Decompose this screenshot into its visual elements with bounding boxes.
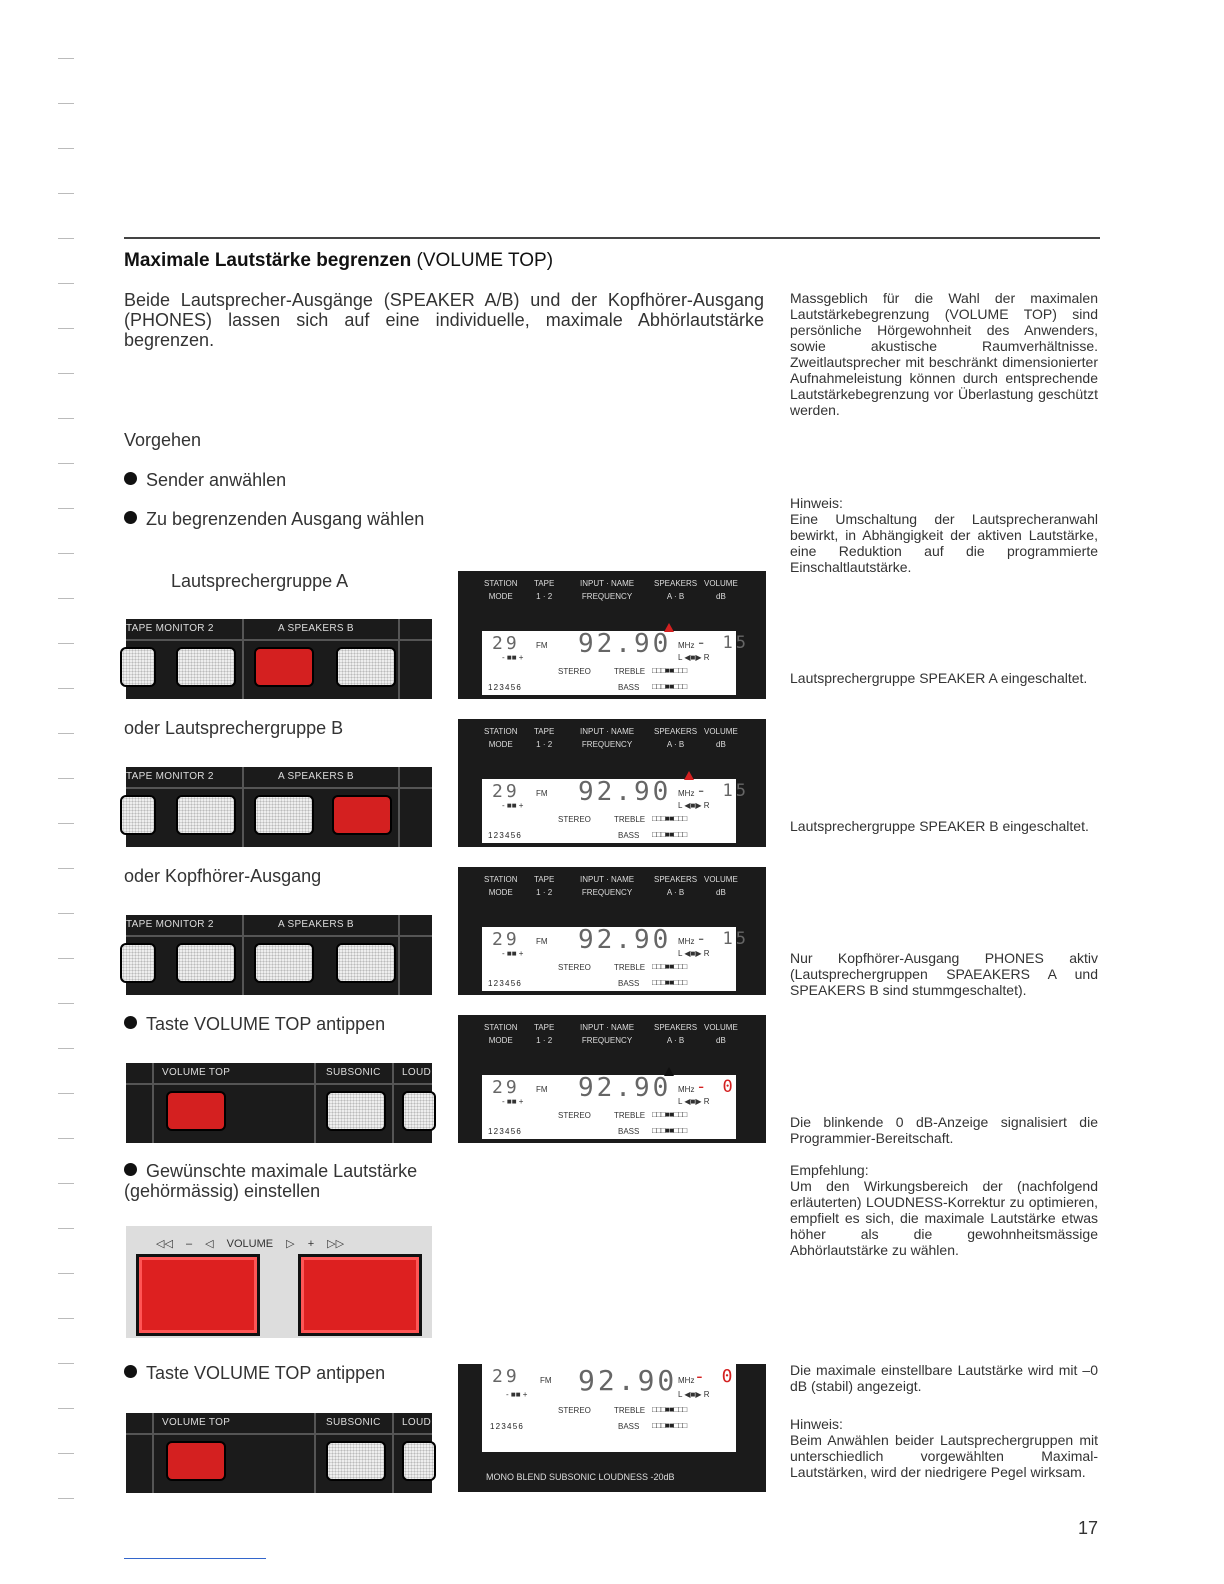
mhz-label: MHz [678,1085,695,1094]
tape-header: TAPE 1 · 2 [534,727,555,749]
lr-indicator: L ◀■▶ R [678,801,710,810]
tape-monitor-button[interactable] [176,647,236,687]
bass-label: BASS [618,831,640,840]
margin-tick [58,103,74,104]
treble-bar: □□□■■□□□ [652,1110,687,1119]
note-blink: Die blinkende 0 dB-Anzeige signalisiert die Programmier-Bereitschaft. [790,1114,1098,1146]
band-label: FM [536,641,548,650]
margin-tick [58,58,74,59]
margin-tick [58,1363,74,1364]
volume-top-panel-2 [126,1413,432,1493]
margin-tick [58,463,74,464]
display-1 [458,571,766,699]
balance-indicator: - ■■ + [506,1390,528,1399]
preset-number: 29 [492,781,520,802]
speaker-b-button[interactable] [336,943,396,983]
treble-bar: □□□■■□□□ [652,962,687,971]
note-phones: Nur Kopfhörer-Ausgang PHONES aktiv (Lautsprechergruppen SPAEAKERS A und SPEAKERS B sind stummgeschaltet). [790,950,1098,998]
tape-header: TAPE 1 · 2 [534,1023,555,1045]
treble-bar: □□□■■□□□ [652,814,687,823]
speaker-a-button[interactable] [254,943,314,983]
subsonic-button[interactable] [326,1091,386,1131]
lr-indicator: L ◀■▶ R [678,1390,710,1399]
speakers-header: SPEAKERS A · B [654,875,698,897]
margin-tick [58,418,74,419]
note-max-shown: Die maximale einstellbare Lautstärke wird mit –0 dB (stabil) angezeigt. [790,1362,1098,1394]
speaker-indicator-icon [664,1067,674,1076]
balance-indicator: - ■■ + [502,653,524,662]
input-header: INPUT · NAME FREQUENCY [580,579,635,601]
margin-tick [58,1093,74,1094]
subsonic-label: SUBSONIC [326,1067,381,1078]
speakers-label: A SPEAKERS B [278,919,354,930]
volume-top-button[interactable] [166,1441,226,1481]
tape-header: TAPE 1 · 2 [534,875,555,897]
step-select-output: Zu begrenzenden Ausgang wählen [124,509,444,529]
tape-monitor-button[interactable] [176,943,236,983]
margin-tick [58,958,74,959]
mhz-label: MHz [678,789,695,798]
input-header: INPUT · NAME FREQUENCY [580,727,635,749]
margin-tick [58,1048,74,1049]
preset-number: 29 [492,929,520,950]
volume-top-label: VOLUME TOP [162,1417,231,1428]
volume-header: VOLUME dB [704,727,738,749]
loudness-button[interactable] [402,1091,436,1131]
station-mode-header: STATION MODE [484,875,518,897]
bullet-icon [124,472,137,485]
speakers-label: A SPEAKERS B [278,623,354,634]
band-label: FM [536,1085,548,1094]
margin-tick [58,1273,74,1274]
balance-indicator: - ■■ + [502,949,524,958]
treble-bar: □□□■■□□□ [652,666,687,675]
volume-down-button[interactable] [136,1254,260,1336]
stereo-label: STEREO [558,1406,591,1415]
margin-tick [58,1228,74,1229]
band-label: FM [536,937,548,946]
margin-tick [58,193,74,194]
speakers-label: A SPEAKERS B [278,771,354,782]
station-mode-header: STATION MODE [484,1023,518,1045]
display-final [458,1364,766,1492]
note-speaker-a: Lautsprechergruppe SPEAKER A eingeschaltet. [790,670,1088,686]
station-bar: 1 2 3 4 5 6 [490,1422,523,1431]
step-select-station: Sender anwählen [124,470,286,491]
margin-tick [58,823,74,824]
speakers-header: SPEAKERS A · B [654,579,698,601]
balance-indicator: - ■■ + [502,801,524,810]
margin-tick [58,733,74,734]
volume-top-button[interactable] [166,1091,226,1131]
procedure-heading: Vorgehen [124,430,202,450]
volume-header: VOLUME dB [704,1023,738,1045]
speaker-a-button[interactable] [254,647,314,687]
frequency-readout: 92.90 [578,777,672,807]
speaker-a-button[interactable] [254,795,314,835]
bass-bar: □□□■■□□□ [652,1126,687,1135]
note-volume-top: Massgeblich für die Wahl der maximalen Lautstärkebegrenzung (VOLUME TOP) sind persönliche Hörgewohnheit des Anwenders, sowie akustische Raumverhältnisse. Zweitlautsprecher mit beschränkt dimensionierter Aufnahmeleistung können durch entsprechende Lautstärkebegrenzung vor Überlastung geschützt werden. [790,290,1098,418]
margin-tick [58,778,74,779]
margin-tick [58,598,74,599]
stereo-label: STEREO [558,667,591,676]
loudness-button[interactable] [402,1441,436,1481]
margin-tick [58,643,74,644]
stereo-label: STEREO [558,1111,591,1120]
margin-tick [58,1138,74,1139]
band-label: FM [536,789,548,798]
bass-label: BASS [618,1422,640,1431]
station-bar: 1 2 3 4 5 6 [488,1127,521,1136]
volume-header: VOLUME dB [704,579,738,601]
treble-label: TREBLE [614,815,646,824]
speaker-indicator-icon [664,623,674,632]
station-bar: 1 2 3 4 5 6 [488,979,521,988]
bullet-icon [124,511,137,524]
bass-label: BASS [618,979,640,988]
margin-tick [58,283,74,284]
loudness-label: LOUD [402,1417,431,1428]
tape-header: TAPE 1 · 2 [534,579,555,601]
tape-monitor-label: TAPE MONITOR 2 [126,771,214,782]
tape-button[interactable] [120,943,156,983]
mhz-label: MHz [678,1376,695,1385]
margin-tick [58,508,74,509]
volume-readout: - 0 [696,1077,736,1097]
speaker-b-button[interactable] [332,795,392,835]
group-a-label: Lautsprechergruppe A [171,571,349,591]
bass-label: BASS [618,683,640,692]
bass-bar: □□□■■□□□ [652,978,687,987]
volume-readout: - 15 [696,781,749,801]
margin-tick [58,1318,74,1319]
margin-tick [58,373,74,374]
station-mode-header: STATION MODE [484,579,518,601]
hint-2: Hinweis: Beim Anwählen beider Lautsprechergruppen mit unterschiedlich vorgewählten Maximal-Lautstärken, wird der niedrigere Pegel wirksam. [790,1416,1098,1480]
volume-up-button[interactable] [298,1254,422,1336]
input-header: INPUT · NAME FREQUENCY [580,875,635,897]
volume-readout: - 0 [694,1366,736,1387]
volume-readout: - 15 [696,929,749,949]
recommendation: Empfehlung: Um den Wirkungsbereich der (nachfolgend erläuterten) LOUDNESS-Korrektur zu optimieren, empfielt es sich, die maximale Lautstärke etwas höher als die gewohnheitsmässige Abhörlautstärke zu wählen. [790,1162,1098,1258]
band-label: FM [540,1376,552,1385]
display-4 [458,1015,766,1143]
margin-tick [58,328,74,329]
volume-row-label: ◁◁ – ◁ VOLUME ▷ + ▷▷ [156,1238,345,1250]
treble-label: TREBLE [614,1406,646,1415]
volume-top-label: VOLUME TOP [162,1067,231,1078]
frequency-readout: 92.90 [578,629,672,659]
margin-tick [58,1003,74,1004]
station-mode-header: STATION MODE [484,727,518,749]
speakers-header: SPEAKERS A · B [654,1023,698,1045]
preset-number: 29 [492,1366,520,1387]
stereo-label: STEREO [558,815,591,824]
bass-label: BASS [618,1127,640,1136]
preset-number: 29 [492,633,520,654]
subsonic-button[interactable] [326,1441,386,1481]
margin-tick [58,688,74,689]
margin-tick [58,868,74,869]
lr-indicator: L ◀■▶ R [678,653,710,662]
speaker-indicator-icon [684,771,694,780]
page-number: 17 [1078,1518,1099,1538]
preset-number: 29 [492,1077,520,1098]
margin-tick [58,1408,74,1409]
tape-button[interactable] [120,647,156,687]
margin-tick [58,1183,74,1184]
step-set-volume: Gewünschte maximale Lautstärke (gehörmässig) einstellen [124,1161,418,1201]
display-footer: MONO BLEND SUBSONIC LOUDNESS -20dB [486,1472,675,1482]
section-rule [124,237,1100,239]
bullet-icon [124,1365,137,1378]
speaker-b-button[interactable] [336,647,396,687]
stereo-label: STEREO [558,963,591,972]
frequency-readout: 92.90 [578,925,672,955]
lr-indicator: L ◀■▶ R [678,949,710,958]
tape-monitor-label: TAPE MONITOR 2 [126,623,214,634]
station-bar: 1 2 3 4 5 6 [488,683,521,692]
margin-tick [58,1453,74,1454]
tape-button[interactable] [120,795,156,835]
group-b-label: oder Lautsprechergruppe B [124,718,344,738]
margin-tick [58,553,74,554]
treble-label: TREBLE [614,963,646,972]
margin-tick [58,238,74,239]
bass-bar: □□□■■□□□ [652,830,687,839]
margin-tick [58,1498,74,1499]
volume-top-panel-1 [126,1063,432,1143]
treble-label: TREBLE [614,1111,646,1120]
loudness-label: LOUD [402,1067,431,1078]
treble-label: TREBLE [614,667,646,676]
treble-bar: □□□■■□□□ [652,1405,687,1414]
speakers-header: SPEAKERS A · B [654,727,698,749]
note-speaker-b: Lautsprechergruppe SPEAKER B eingeschaltet. [790,818,1089,834]
mhz-label: MHz [678,937,695,946]
volume-header: VOLUME dB [704,875,738,897]
balance-indicator: - ■■ + [502,1097,524,1106]
step-volume-top-1: Taste VOLUME TOP antippen [124,1014,385,1035]
margin-tick [58,913,74,914]
hint-1: Hinweis: Eine Umschaltung der Lautsprecheranwahl bewirkt, in Abhängigkeit der aktiven Lautstärke, eine Reduktion auf die programmierte Einschaltlautstärke. [790,495,1098,575]
bass-bar: □□□■■□□□ [652,1421,687,1430]
mhz-label: MHz [678,641,695,650]
bullet-icon [124,1016,137,1029]
station-bar: 1 2 3 4 5 6 [488,831,521,840]
tape-monitor-button[interactable] [176,795,236,835]
bullet-icon [124,1163,137,1176]
speaker-panel-a [126,619,432,699]
display-3 [458,867,766,995]
margin-tick [58,148,74,149]
headphones-label: oder Kopfhörer-Ausgang [124,866,322,886]
frequency-readout: 92.90 [578,1364,678,1397]
tape-monitor-label: TAPE MONITOR 2 [126,919,214,930]
input-header: INPUT · NAME FREQUENCY [580,1023,635,1045]
intro-paragraph: Beide Lautsprecher-Ausgänge (SPEAKER A/B) und der Kopfhörer-Ausgang (PHONES) lassen sich auf eine individuelle, maximale Abhörlautstärke begrenzen. [124,290,764,350]
display-2 [458,719,766,847]
footer-rule [124,1558,266,1559]
volume-control-panel [126,1226,432,1338]
subsonic-label: SUBSONIC [326,1417,381,1428]
speaker-panel-phones [126,915,432,995]
volume-readout: - 15 [696,633,749,653]
frequency-readout: 92.90 [578,1073,672,1103]
bass-bar: □□□■■□□□ [652,682,687,691]
speaker-panel-b [126,767,432,847]
lr-indicator: L ◀■▶ R [678,1097,710,1106]
section-title: Maximale Lautstärke begrenzen (VOLUME TOP) [124,250,554,271]
step-volume-top-2: Taste VOLUME TOP antippen [124,1363,385,1384]
